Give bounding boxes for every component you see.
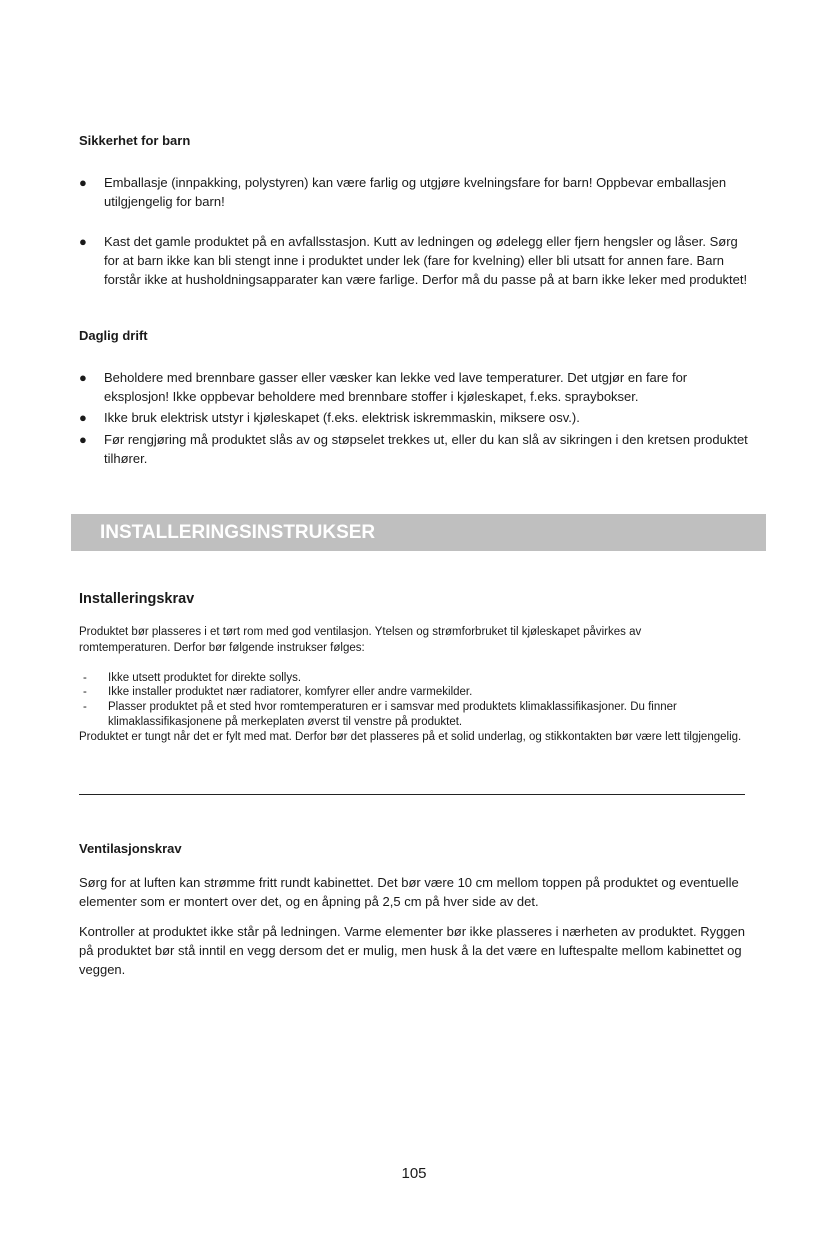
horizontal-divider [79, 794, 745, 795]
section-banner [71, 514, 766, 551]
item-text: Ikke installer produktet nær radiatorer, komfyrer eller andre varmekilder. [108, 686, 473, 698]
bullet-text: Beholdere med brennbare gasser eller væsker kan lekke ved lave temperaturer. Det utgjør en fare for eksplosjon! Ikke oppbevar beholdere med brennbare stoffer i kjøleskapet, f.eks. spraybokser. [104, 370, 688, 404]
dash-marker: - [83, 686, 87, 698]
ventilation-paragraph-2: Kontroller at produktet ikke står på ledningen. Varme elementer bør ikke plasseres i nærheten av produktet. Ryggen på produktet bør stå inntil en vegg dersom det er mulig, men husk å la det være en luftespalte mellom kabinettet og veggen. [79, 924, 745, 977]
heading-daily-use: Daglig drift [79, 328, 148, 343]
bullet-icon: ● [79, 410, 87, 425]
bullet-icon: ● [79, 234, 87, 249]
heading-ventilation: Ventilasjonskrav [79, 841, 182, 856]
banner-title: INSTALLERINGSINSTRUKSER [100, 522, 376, 543]
bullet-text: Kast det gamle produktet på en avfallsstasjon. Kutt av ledningen og ødelegg eller fjern hengsler og låser. Sørg for at barn ikke kan bli stengt inne i produktet under lek (fare for kvelning) eller bli utsatt for annen fare. Barn forstår ikke at husholdningsapparater kan være farlige. Derfor må du passe på at barn ikke leker med produktet! [104, 234, 748, 287]
list-item [79, 408, 749, 427]
list-item [79, 700, 749, 729]
bullet-text: Emballasje (innpakking, polystyren) kan være farlig og utgjøre kvelningsfare for barn! Oppbevar emballasjen utilgjengelig for barn! [104, 175, 727, 209]
bullet-text: Ikke bruk elektrisk utstyr i kjøleskapet (f.eks. elektrisk iskremmaskin, miksere osv.). [104, 410, 580, 425]
heading-install-requirements: Installeringskrav [79, 591, 195, 607]
list-item [79, 173, 749, 211]
ventilation-paragraph-1: Sørg for at luften kan strømme fritt rundt kabinettet. Det bør være 10 cm mellom toppen på produktet og eventuelle elementer som er montert over det, og en åpning på 2,5 cm på hver side av det. [79, 875, 739, 909]
item-text: Plasser produktet på et sted hvor romtemperaturen er i samsvar med produktets klimaklassifikasjoner. Du finner klimaklassifikasjonene på merkeplaten øverst til venstre på produktet. [108, 701, 677, 728]
list-item [79, 685, 749, 700]
bullet-text: Før rengjøring må produktet slås av og støpselet trekkes ut, eller du kan slå av sikringen i den kretsen produktet tilhører. [104, 432, 748, 466]
bullet-icon: ● [79, 432, 87, 447]
list-item [79, 430, 749, 468]
bullet-icon: ● [79, 370, 87, 385]
item-text: Ikke utsett produktet for direkte sollys. [108, 672, 302, 684]
list-item [79, 671, 749, 686]
dash-marker: - [83, 701, 87, 713]
bullet-icon: ● [79, 175, 87, 190]
page-number: 105 [401, 1165, 427, 1182]
list-item [79, 368, 749, 406]
install-closing: Produktet er tungt når det er fylt med mat. Derfor bør det plasseres på et solid underlag, og stikkontakten bør være lett tilgjengelig. [79, 731, 742, 743]
dash-marker: - [83, 672, 87, 684]
install-intro: Produktet bør plasseres i et tørt rom med god ventilasjon. Ytelsen og strømforbruket til kjøleskapet påvirkes av romtemperaturen. Derfor bør følgende instrukser følges: [79, 626, 642, 654]
list-item [79, 232, 749, 289]
heading-child-safety: Sikkerhet for barn [79, 133, 191, 148]
